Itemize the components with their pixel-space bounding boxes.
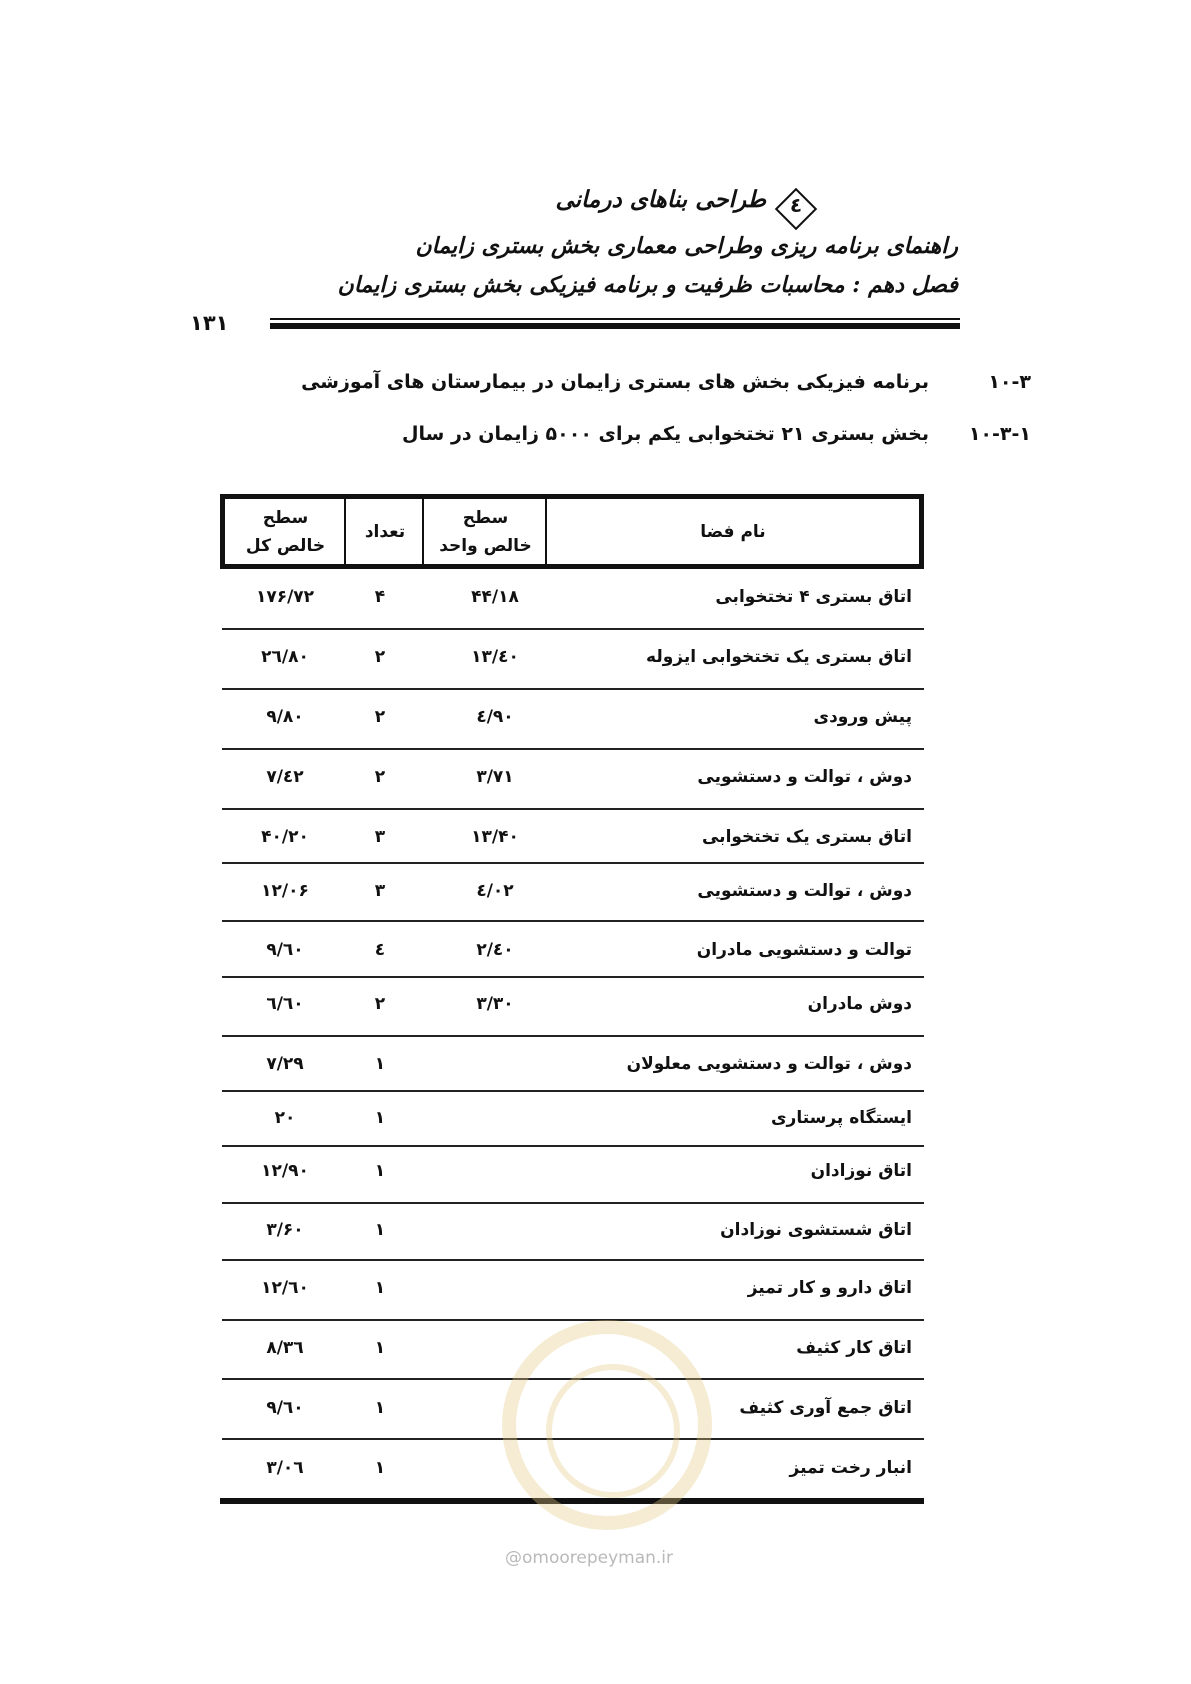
count-cell: ۲ [374,707,386,727]
space-name-cell: توالت و دستشویی مادران [696,940,912,960]
series-title: طراحی بناهای درمانی [555,186,766,213]
space-name-cell: اتاق بستری یک تختخوابی ایزوله [646,647,912,667]
chapter-number-badge [773,186,819,232]
space-name-cell: اتاق کار کثیف [796,1338,912,1358]
total-area-cell: ۸/۳٦ [266,1338,304,1358]
space-name-cell: اتاق شستشوی نوزادان [720,1220,912,1240]
header-count-label: تعداد [364,521,406,542]
count-cell: ۱ [374,1054,386,1074]
space-name-cell: پیش ورودی [813,707,912,727]
header-unit-area-line2: خالص واحد [439,535,532,556]
total-area-cell: ۱۲/۹۰ [261,1161,309,1181]
header-space-name-label: نام فضا [700,521,766,542]
count-cell: ۲ [374,647,386,667]
count-cell: ۱ [374,1338,386,1358]
space-name-cell: ایستگاه پرستاری [770,1108,912,1128]
total-area-cell: ۹/٦۰ [266,940,304,960]
unit-area-cell: ۱۳/٤۰ [471,647,519,667]
total-area-cell: ۳/۰٦ [266,1458,304,1478]
header-total-area-line2: خالص کل [245,535,326,556]
row-separator [222,920,924,922]
header-rule-thin [270,318,960,320]
header-space-name [547,499,919,564]
count-cell: ۱ [374,1278,386,1298]
chapter-title: فصل دهم : محاسبات ظرفیت و برنامه فیزیکی بخش بستری زایمان [337,272,958,298]
space-name-cell: انبار رخت تمیز [789,1458,912,1478]
header-total-area [225,499,346,564]
subsection-number: ۱۰-۳-۱ [968,423,1031,445]
total-area-cell: ۱۲/۰۶ [261,881,309,901]
header-count [346,499,424,564]
space-name-cell: اتاق نوزادان [810,1161,912,1181]
space-name-cell: دوش ، توالت و دستشویی معلولان [626,1054,912,1074]
row-separator [222,1090,924,1092]
guide-title: راهنمای برنامه ریزی وطراحی معماری بخش بستری زایمان [415,233,958,259]
space-name-cell: دوش ، توالت و دستشویی [697,881,912,901]
total-area-cell: ۲۰ [274,1108,296,1128]
count-cell: ۱ [374,1161,386,1181]
unit-area-cell: ۳/۷۱ [476,767,514,787]
total-area-cell: ۴۰/۲۰ [261,827,309,847]
count-cell: ٤ [374,940,386,960]
count-cell: ۲ [374,767,386,787]
total-area-cell: ۳/۶۰ [266,1220,304,1240]
space-name-cell: دوش ، توالت و دستشویی [697,767,912,787]
total-area-cell: ٦/٦۰ [266,994,304,1014]
header-unit-area-line1: سطح [462,507,509,528]
header-rule-thick [270,323,960,329]
row-separator [222,688,924,690]
unit-area-cell: ۲/٤۰ [476,940,514,960]
row-separator [222,1035,924,1037]
total-area-cell: ۱۷۶/۷۲ [255,587,315,607]
header-total-area-line1: سطح [262,507,309,528]
row-separator [222,808,924,810]
row-separator [222,1259,924,1261]
watermark-seal [502,1320,712,1530]
row-separator [222,628,924,630]
header-unit-area [424,499,547,564]
unit-area-cell: ٤/۰۲ [476,881,514,901]
unit-area-cell: ۴۴/۱۸ [471,587,519,607]
row-separator [222,862,924,864]
row-separator [222,1319,924,1321]
total-area-cell: ۷/٤۲ [266,767,304,787]
total-area-cell: ۲٦/۸۰ [261,647,309,667]
unit-area-cell: ۳/۳۰ [476,994,514,1014]
total-area-cell: ۹/٦۰ [266,1398,304,1418]
space-name-cell: اتاق جمع آوری کثیف [739,1398,912,1418]
watermark-seal-inner [546,1364,680,1498]
space-name-cell: دوش مادران [807,994,912,1014]
row-separator [222,1202,924,1204]
space-name-cell: اتاق بستری یک تختخوابی [701,827,912,847]
count-cell: ۱ [374,1220,386,1240]
count-cell: ۴ [374,587,386,607]
total-area-cell: ۷/۲۹ [266,1054,304,1074]
section-title: برنامه فیزیکی بخش های بستری زایمان در بیمارستان های آموزشی [301,371,929,393]
total-area-cell: ۱۲/٦۰ [261,1278,309,1298]
count-cell: ۳ [374,881,386,901]
row-separator [222,1145,924,1147]
count-cell: ۱ [374,1398,386,1418]
series-number: ٤ [789,193,803,217]
page-number: ۱۳۱ [190,311,229,335]
count-cell: ۱ [374,1458,386,1478]
subsection-title: بخش بستری ۲۱ تختخوابی یکم برای ۵۰۰۰ زایمان در سال [402,423,929,445]
table-header [220,494,924,569]
count-cell: ۱ [374,1108,386,1128]
unit-area-cell: ٤/۹۰ [476,707,514,727]
row-separator [222,748,924,750]
space-name-cell: اتاق بستری ۴ تختخوابی [715,587,912,607]
total-area-cell: ۹/۸۰ [266,707,304,727]
row-separator [222,976,924,978]
unit-area-cell: ۱۳/۴۰ [471,827,519,847]
count-cell: ۳ [374,827,386,847]
count-cell: ۲ [374,994,386,1014]
section-number: ۱۰-۳ [988,371,1031,393]
watermark-url: @omoorepeyman.ir [505,1548,674,1568]
space-name-cell: اتاق دارو و کار تمیز [747,1278,912,1298]
